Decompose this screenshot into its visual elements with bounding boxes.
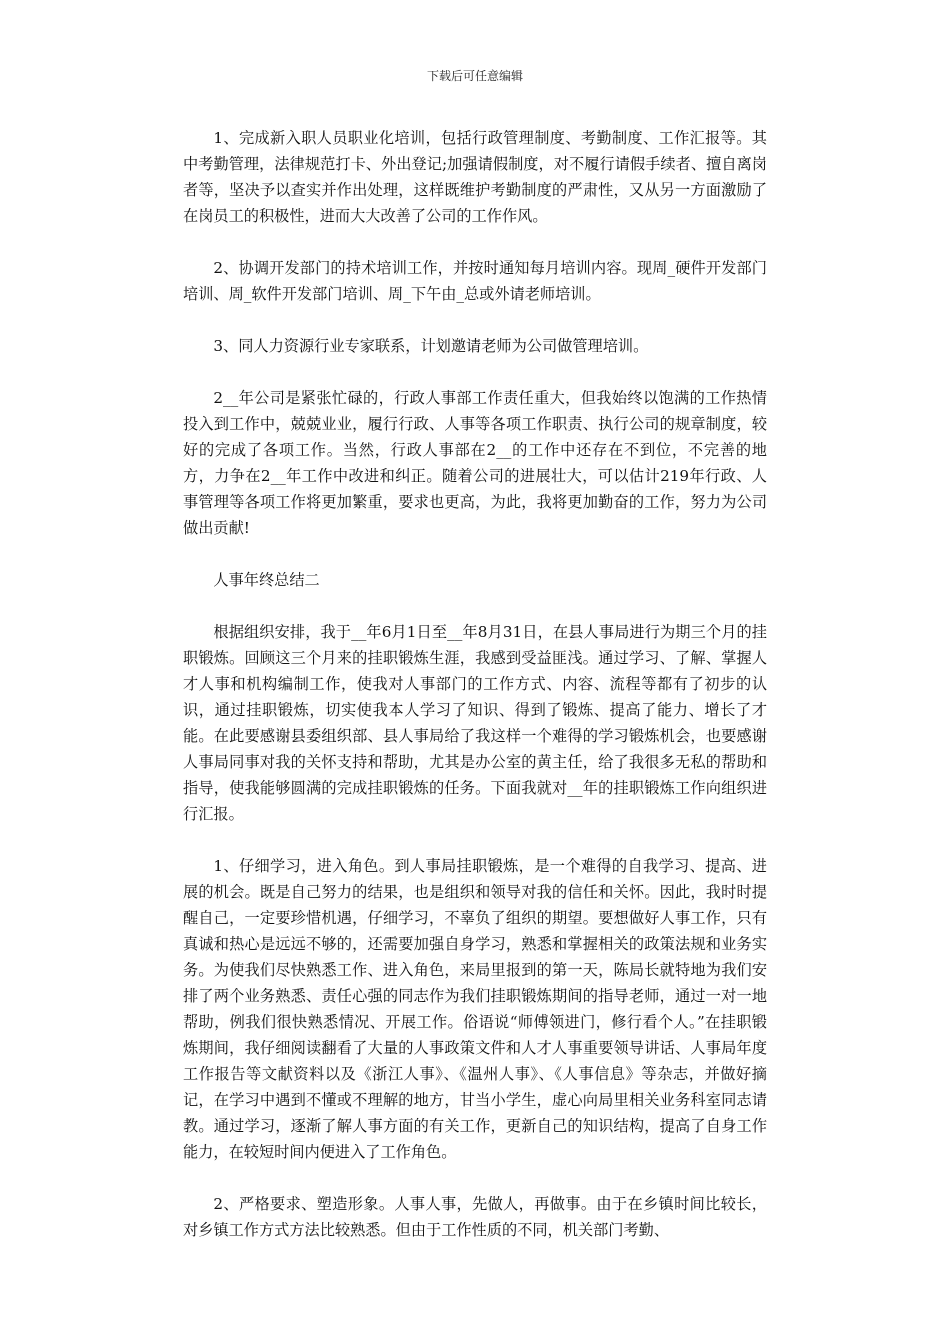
paragraph-6: 1、仔细学习，进入角色。到人事局挂职锻炼，是一个难得的自我学习、提高、进展的机会。既是自己努力的结果，也是组织和领导对我的信任和关怀。因此，我时时提醒自己，一定要珍惜机遇，仔细学习，不辜负了组织的期望。要想做好人事工作，只有真诚和热心是远远不够的，还需要加强自身学习，熟悉和掌握相关的政策法规和业务实务。为使我们尽快熟悉工作、进入角色，来局里报到的第一天，陈局长就特地为我们安排了两个业务熟悉、责任心强的同志作为我们挂职锻炼期间的指导老师，通过一对一地帮助，例我们很快熟悉情况、开展工作。俗语说“师傅领进门，修行看个人。”在挂职锻炼期间，我仔细阅读翻看了大量的人事政策文件和人才人事重要领导讲话、人事局年度工作报告等文献资料以及《浙江人事》、《温州人事》、《人事信息》等杂志，并做好摘记，在学习中遇到不懂或不理解的地方，甘当小学生，虚心向局里相关业务科室同志请教。通过学习，逐渐了解人事方面的有关工作，更新自己的知识结构，提高了自身工作能力，在较短时间内便进入了工作角色。	[183, 857, 767, 1161]
section-heading: 人事年终总结二	[213, 571, 320, 589]
paragraph-5: 根据组织安排，我于__年6月1日至__年8月31日，在县人事局进行为期三个月的挂职锻炼。回顾这三个月来的挂职锻炼生涯，我感到受益匪浅。通过学习、了解、掌握人才人事和机构编制工作，使我对人事部门的工作方式、内容、流程等都有了初步的认识，通过挂职锻炼，切实使我本人学习了知识、得到了锻炼、提高了能力、增长了才能。在此要感谢县委组织部、县人事局给了我这样一个难得的学习锻炼机会，也要感谢人事局同事对我的关怀支持和帮助，尤其是办公室的黄主任，给了我很多无私的帮助和指导，使我能够圆满的完成挂职锻炼的任务。下面我就对__年的挂职锻炼工作向组织进行汇报。	[183, 623, 767, 823]
paragraph-7: 2、严格要求、塑造形象。人事人事，先做人，再做事。由于在乡镇时间比较长，对乡镇工作方式方法比较熟悉。但由于工作性质的不同，机关部门考勤、	[183, 1195, 767, 1239]
paragraph-4: 2__年公司是紧张忙碌的，行政人事部工作责任重大，但我始终以饱满的工作热情投入到工作中，兢兢业业，履行行政、人事等各项工作职责、执行公司的规章制度，较好的完成了各项工作。当然，行政人事部在2__的工作中还存在不到位，不完善的地方，力争在2__年工作中改进和纠正。随着公司的进展壮大，可以估计219年行政、人事管理等各项工作将更加繁重，要求也更高，为此，我将更加勤奋的工作，努力为公司做出贡献!	[183, 389, 767, 537]
paragraph-2: 2、协调开发部门的持术培训工作，并按时通知每月培训内容。现周_硬件开发部门培训、周_软件开发部门培训、周_下午由_总或外请老师培训。	[183, 259, 767, 303]
document-body	[183, 125, 767, 1269]
page-header: 下载后可任意编辑	[426, 69, 523, 83]
paragraph-1: 1、完成新入职人员职业化培训，包括行政管理制度、考勤制度、工作汇报等。其中考勤管理，法律规范打卡、外出登记;加强请假制度，对不履行请假手续者、擅自离岗者等，坚决予以查实并作出处理，这样既维护考勤制度的严肃性，又从另一方面激励了在岗员工的积极性，进而大大改善了公司的工作作风。	[183, 129, 767, 225]
paragraph-3: 3、同人力资源行业专家联系，计划邀请老师为公司做管理培训。	[213, 337, 649, 355]
